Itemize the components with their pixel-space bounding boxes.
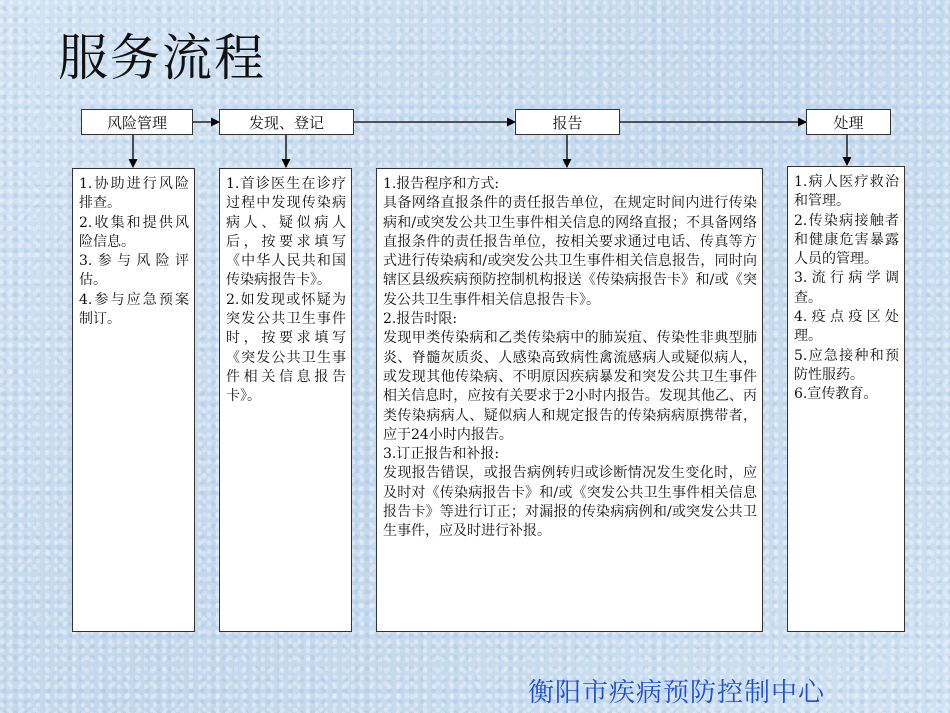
detail-report: 1.报告程序和方式: 具备网络直报条件的责任报告单位，在规定时间内进行传染病和/或突发公共卫生事件相关信息的网络直报；不具备网络直报条件的责任报告单位，按相关要求通过电话、传真等方式进行传染病和/或突发公共卫生事件相关信息报告，同时向辖区县级疾病预防控制机构报送《传染病报告卡》和/或《突发公共卫生事件相关信息报告卡》。 2.报告时限: 发现甲类传染病和乙类传染病中的肺炭疽、传染性非典型肺炎、脊髓灰质炎、人感染高致病性禽流感病人或疑似病人，或发现其他传染病、不明原因疾病暴发和突发公共卫生事件相关信息时，应按有关要求于2小时内报告。发现其他乙、丙类传染病病人、疑似病人和规定报告的传染病病原携带者，应于24小时内报告。 3.订正报告和补报: 发现报告错误，或报告病例转归或诊断情况发生变化时，应及时对《传染病报告卡》和/或《突发公共卫生事件相关信息报告卡》等进行订正；对漏报的传染病病例和/或突发公共卫生事件，应及时进行补报。: [376, 168, 763, 632]
detail-handling: 1.病人医疗救治和管理。 2.传染病接触者和健康危害暴露人员的管理。 3.流行病学调查。 4.疫点疫区处理。 5.应急接种和预防性服药。 6.宣传教育。: [787, 166, 905, 632]
stage-handling: 处理: [806, 109, 891, 135]
organization-name: 衡阳市疾病预防控制中心: [528, 678, 826, 708]
detail-risk-management: 1.协助进行风险排查。 2.收集和提供风险信息。 3.参与风险评估。 4.参与应急预案制订。: [72, 168, 195, 632]
detail-discovery-registration: 1.首诊医生在诊疗过程中发现传染病病人、疑似病人后，按要求填写《中华人民共和国传染病报告卡》。 2.如发现或怀疑为突发公共卫生事件时，按要求填写《突发公共卫生事件相关信息报告卡》。: [219, 168, 352, 632]
page-title: 服务流程: [58, 29, 266, 87]
stage-risk-management: 风险管理: [81, 109, 193, 135]
stage-report: 报告: [515, 109, 620, 135]
stage-discovery-registration: 发现、登记: [219, 109, 354, 135]
